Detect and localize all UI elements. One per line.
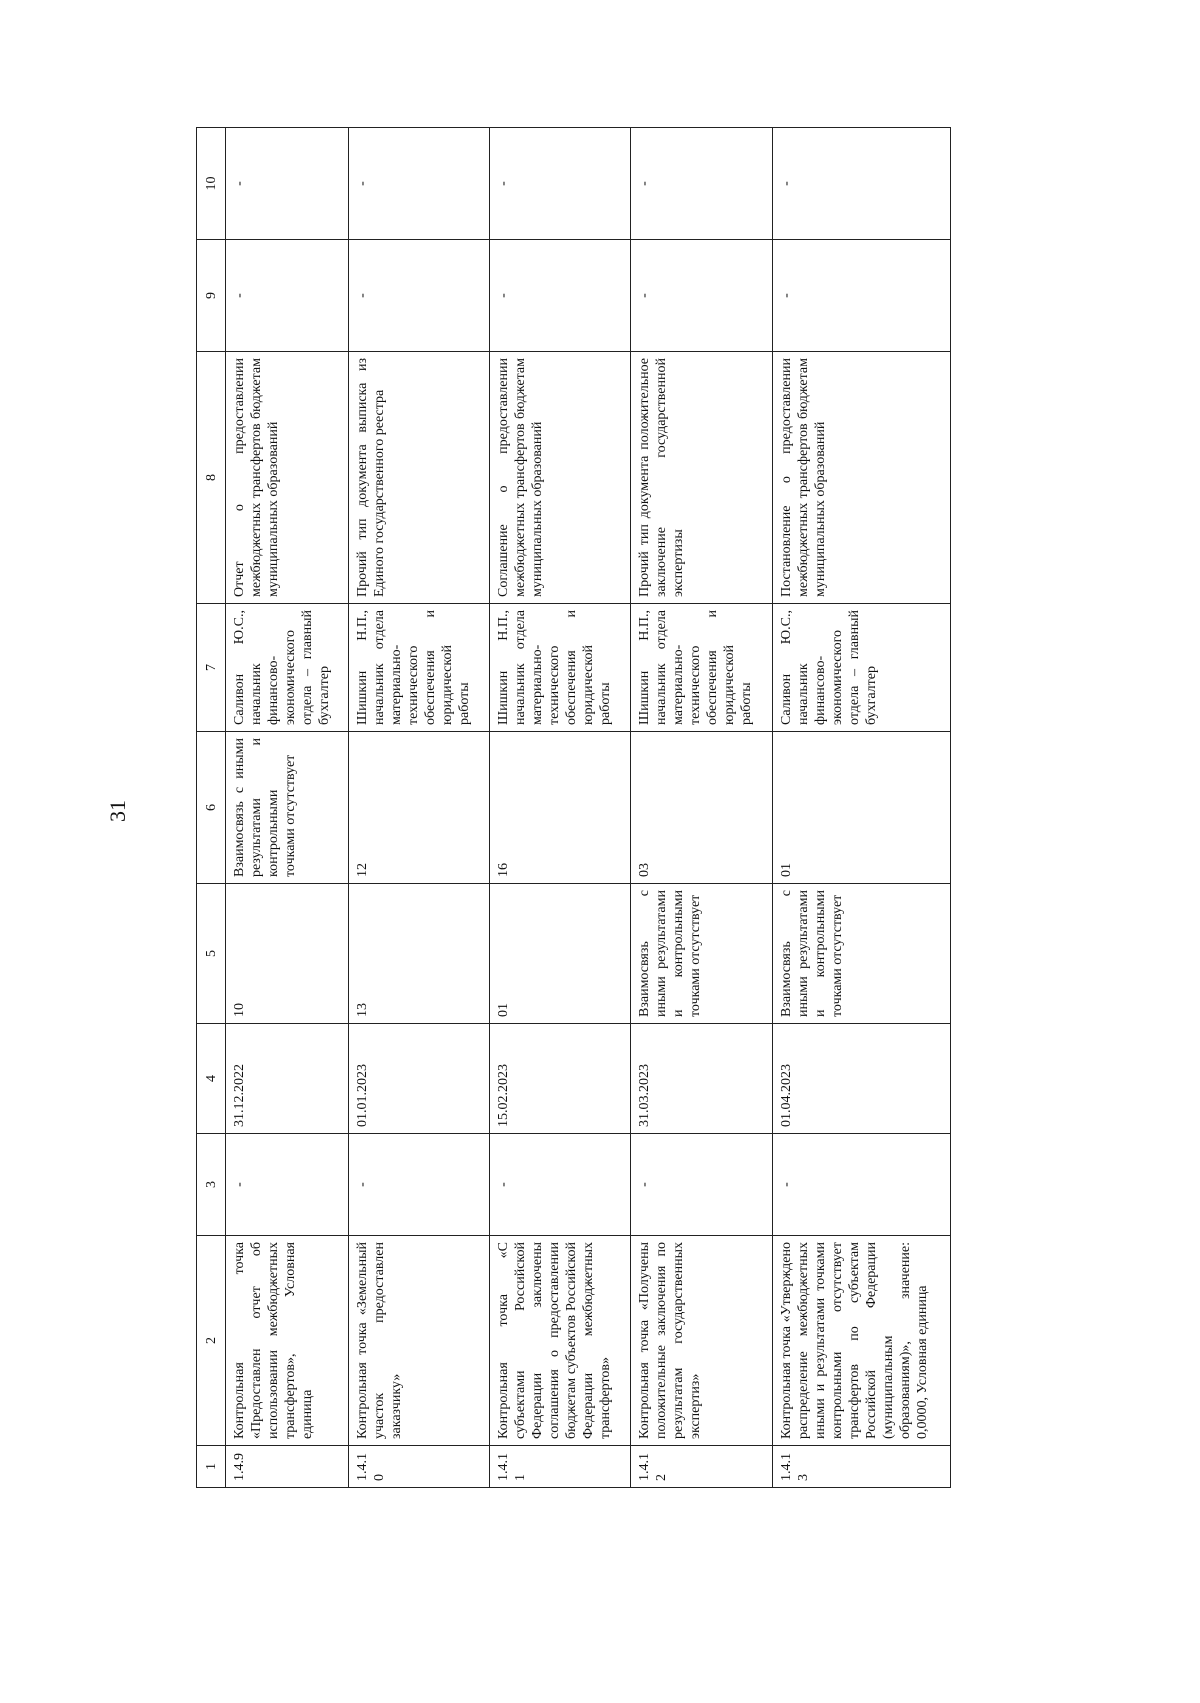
- col-header-2: 2: [197, 1236, 226, 1446]
- header-row: [197, 128, 226, 1488]
- control-point-name: Контрольная точка «Земельный участок предоставлен заказчику»: [348, 1236, 489, 1446]
- cell-col9: -: [631, 240, 772, 352]
- col-header-10: 10: [197, 128, 226, 240]
- col-header-6: 6: [197, 732, 226, 884]
- cell-col9: -: [772, 240, 950, 352]
- cell-col3: -: [226, 1134, 349, 1236]
- page-number: 31: [105, 800, 130, 822]
- document-cell: Постановление о предоставлении межбюджетных трансфертов бюджетам муниципальных образований: [772, 352, 950, 604]
- table-row: [348, 128, 489, 1488]
- document-cell: Соглашение о предоставлении межбюджетных трансфертов бюджетам муниципальных образований: [490, 352, 631, 604]
- date-cell: 15.02.2023: [490, 1024, 631, 1134]
- cell-col5: 13: [348, 884, 489, 1024]
- control-point-name: Контрольная точка «Получены положительные заключения по результатам государственных экспертиз»: [631, 1236, 772, 1446]
- cell-col10: -: [772, 128, 950, 240]
- col-header-9: 9: [197, 240, 226, 352]
- col-header-4: 4: [197, 1024, 226, 1134]
- cell-col10: -: [226, 128, 349, 240]
- cell-col3: -: [631, 1134, 772, 1236]
- cell-col3: -: [490, 1134, 631, 1236]
- cell-col9: -: [226, 240, 349, 352]
- date-cell: 31.03.2023: [631, 1024, 772, 1134]
- control-point-name: Контрольная точка «С субъектами Российской Федерации заключены соглашения о предоставлении бюджетам субъектов Российской Федерации межбюджетных трансфертов»: [490, 1236, 631, 1446]
- cell-col6: 12: [348, 732, 489, 884]
- control-points-table: [196, 127, 951, 1488]
- document-cell: Отчет о предоставлении межбюджетных трансфертов бюджетам муниципальных образований: [226, 352, 349, 604]
- cell-col3: -: [348, 1134, 489, 1236]
- responsible-cell: Шишкин Н.П., начальник отдела материально-технического обеспечения и юридической работы: [348, 604, 489, 732]
- table-row: [772, 128, 950, 1488]
- table-container: [196, 128, 951, 1488]
- cell-col10: -: [631, 128, 772, 240]
- responsible-cell: Саливон Ю.С., начальник финансово-экономического отдела – главный бухгалтер: [772, 604, 950, 732]
- cell-col5: Взаимосвязь с иными результатами и контрольными точками отсутствует: [772, 884, 950, 1024]
- row-id: 1.4.13: [772, 1446, 950, 1488]
- col-header-5: 5: [197, 884, 226, 1024]
- cell-col10: -: [490, 128, 631, 240]
- date-cell: 01.04.2023: [772, 1024, 950, 1134]
- cell-col10: -: [348, 128, 489, 240]
- cell-col5: Взаимосвязь с иными результатами и контрольными точками отсутствует: [631, 884, 772, 1024]
- cell-col9: -: [348, 240, 489, 352]
- table-row: [490, 128, 631, 1488]
- row-id: 1.4.9: [226, 1446, 349, 1488]
- cell-col6: 16: [490, 732, 631, 884]
- cell-col6: 03: [631, 732, 772, 884]
- row-id: 1.4.11: [490, 1446, 631, 1488]
- col-header-3: 3: [197, 1134, 226, 1236]
- cell-col6: Взаимосвязь с иными результатами и контрольными точками отсутствует: [226, 732, 349, 884]
- cell-col9: -: [490, 240, 631, 352]
- date-cell: 31.12.2022: [226, 1024, 349, 1134]
- row-id: 1.4.10: [348, 1446, 489, 1488]
- date-cell: 01.01.2023: [348, 1024, 489, 1134]
- row-id: 1.4.12: [631, 1446, 772, 1488]
- col-header-1: 1: [197, 1446, 226, 1488]
- document-cell: Прочий тип документа выписка из Единого государственного реестра: [348, 352, 489, 604]
- col-header-8: 8: [197, 352, 226, 604]
- cell-col3: -: [772, 1134, 950, 1236]
- control-point-name: Контрольная точка «Утверждено распределение межбюджетных иными и результатами точками контрольными отсутствует трансфертов по субъектам Российской Федерации (муниципальным образованиям)», значение: 0,0000, Условная единица: [772, 1236, 950, 1446]
- cell-col5: 01: [490, 884, 631, 1024]
- table-row: [631, 128, 772, 1488]
- responsible-cell: Шишкин Н.П., начальник отдела материально-технического обеспечения и юридической работы: [490, 604, 631, 732]
- responsible-cell: Саливон Ю.С., начальник финансово-экономического отдела – главный бухгалтер: [226, 604, 349, 732]
- col-header-7: 7: [197, 604, 226, 732]
- table-row: [226, 128, 349, 1488]
- control-point-name: Контрольная точка «Предоставлен отчет об использовании межбюджетных трансфертов», Условная единица: [226, 1236, 349, 1446]
- cell-col5: 10: [226, 884, 349, 1024]
- document-cell: Прочий тип документа положительное заключение государственной экспертизы: [631, 352, 772, 604]
- cell-col6: 01: [772, 732, 950, 884]
- responsible-cell: Шишкин Н.П., начальник отдела материально-технического обеспечения и юридической работы: [631, 604, 772, 732]
